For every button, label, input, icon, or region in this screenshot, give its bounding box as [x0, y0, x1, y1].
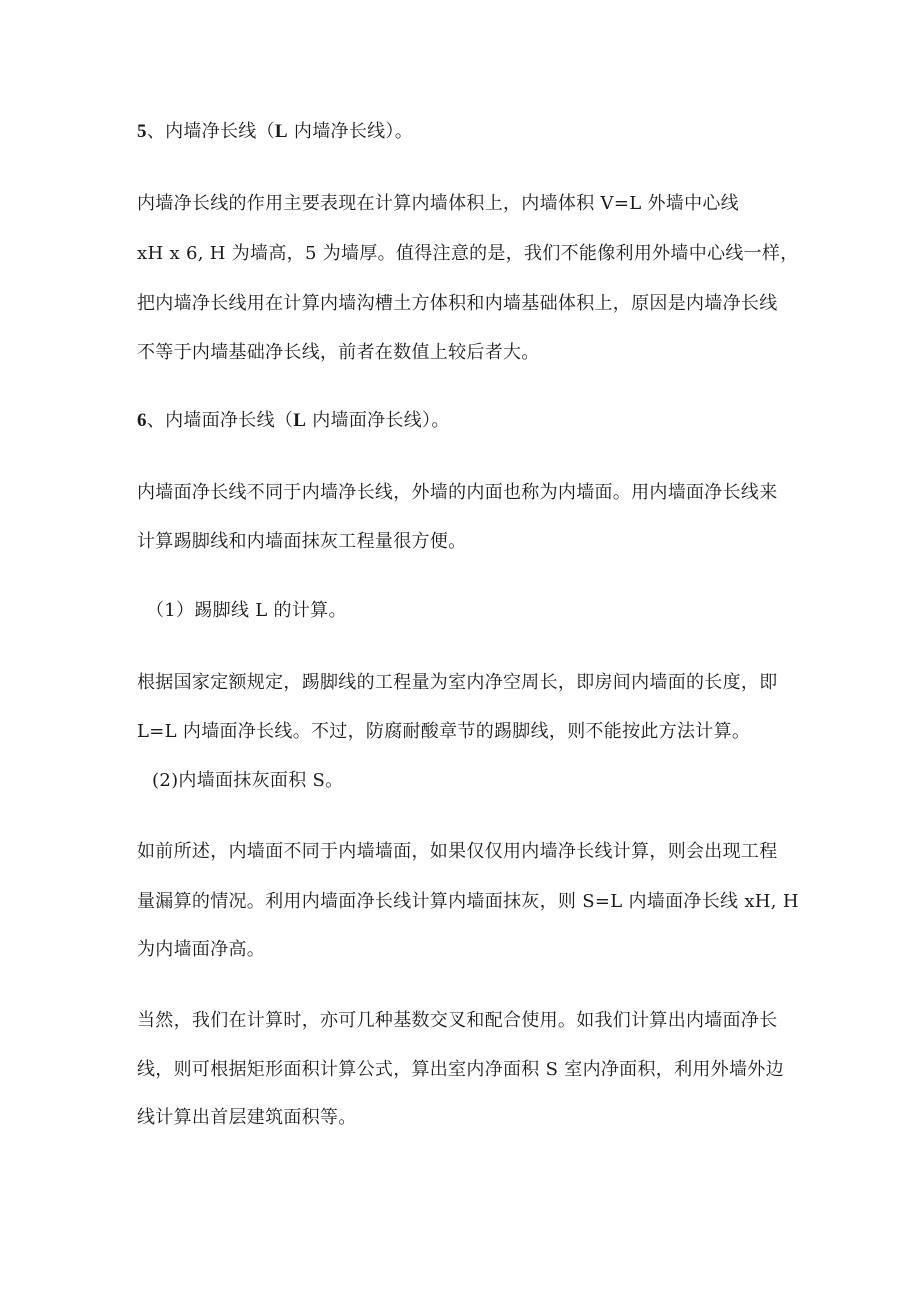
section-5-para-line: 不等于内墙基础净长线，前者在数值上较后者大。 [137, 342, 540, 363]
item-1-title: （1）踢脚线 L 的计算。 [146, 600, 347, 621]
closing-para-line: 线计算出首层建筑面积等。 [137, 1107, 357, 1128]
section-5-heading [137, 121, 797, 143]
section-5-para-line: xH x 6, H 为墙高，5 为墙厚。值得注意的是，我们不能像利用外墙中心线一样， [137, 243, 799, 264]
closing-para-line: 当然，我们在计算时，亦可几种基数交叉和配合使用。如我们计算出内墙面净长 [137, 1010, 778, 1031]
closing-para-line: 线，则可根据矩形面积计算公式，算出室内净面积 S 室内净面积，利用外墙外边 [137, 1059, 784, 1080]
section-6-title-after: 内墙面净长线）。 [306, 410, 450, 431]
section-6-heading [137, 410, 797, 432]
section-6-title-before: 、内墙面净长线（ [146, 410, 294, 431]
item-2-title: (2)内墙面抹灰面积 S。 [152, 770, 344, 791]
section-5-title-after: 内墙净长线）。 [287, 121, 414, 142]
section-6-para-line: 计算踢脚线和内墙面抹灰工程量很方便。 [137, 531, 467, 552]
section-5-number: 5 [137, 121, 147, 142]
section-6-title-letter: L [293, 410, 307, 431]
section-5-para-line: 内墙净长线的作用主要表现在计算内墙体积上，内墙体积 V=L 外墙中心线 [137, 193, 739, 214]
item-2-para-line: 如前所述，内墙面不同于内墙墙面，如果仅仅用内墙净长线计算，则会出现工程 [137, 841, 778, 862]
section-5-title-before: 、内墙净长线（ [146, 121, 275, 142]
item-1-para-line: 根据国家定额规定，踢脚线的工程量为室内净空周长，即房间内墙面的长度，即 [137, 672, 778, 693]
section-6-para-line: 内墙面净长线不同于内墙净长线，外墙的内面也称为内墙面。用内墙面净长线来 [137, 482, 778, 503]
item-2-para-line: 为内墙面净高。 [137, 939, 266, 960]
section-6-number: 6 [137, 410, 147, 431]
section-5-title-letter: L [274, 121, 288, 142]
item-2-para-line: 量漏算的情况。利用内墙面净长线计算内墙面抹灰，则 S=L 内墙面净长线 xH, H [137, 891, 799, 912]
item-1-para-line: L=L 内墙面净长线。不过，防腐耐酸章节的踢脚线，则不能按此方法计算。 [137, 721, 751, 742]
section-5-para-line: 把内墙净长线用在计算内墙沟槽土方体积和内墙基础体积上，原因是内墙净长线 [137, 293, 778, 314]
